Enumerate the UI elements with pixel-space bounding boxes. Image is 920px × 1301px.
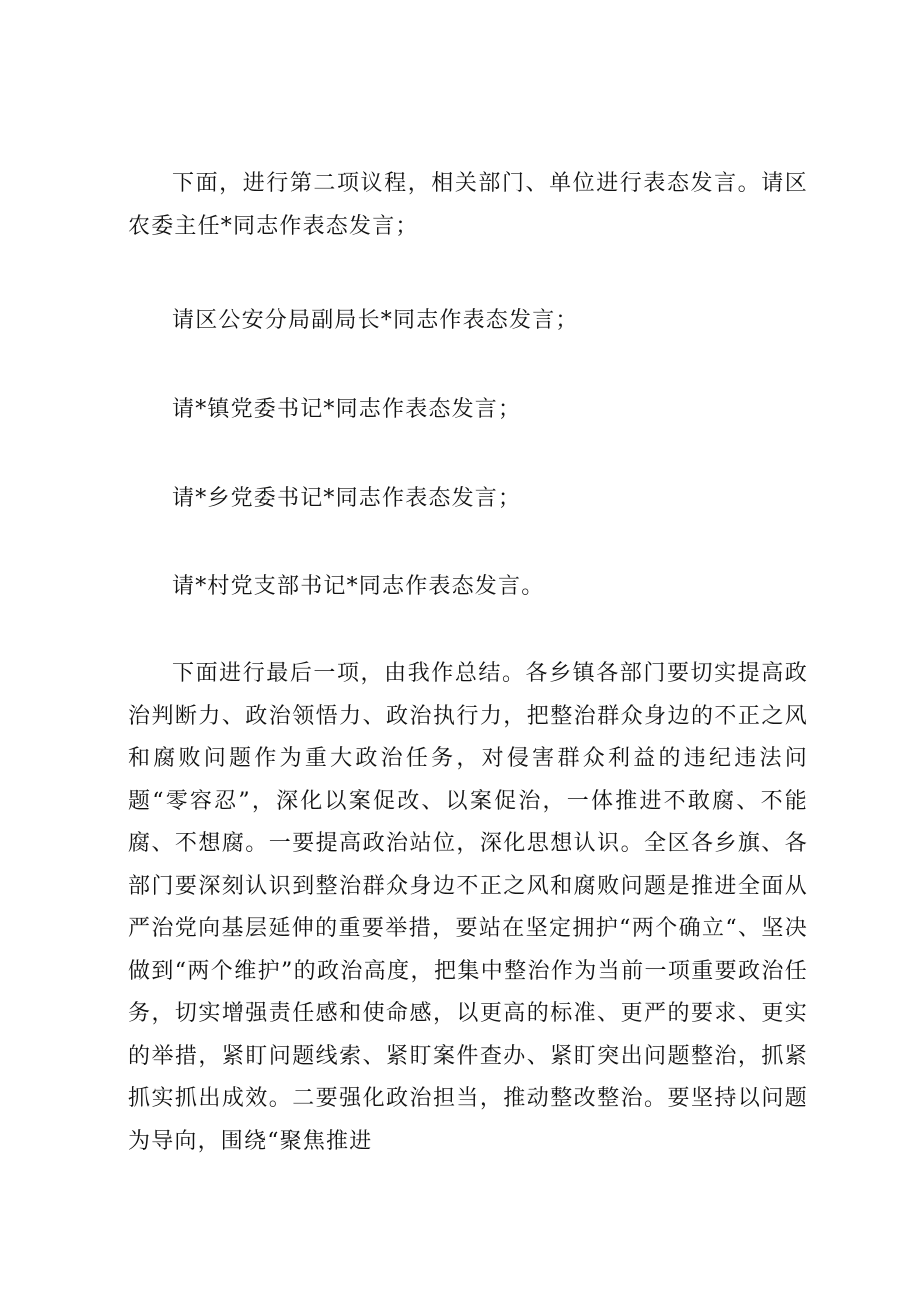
paragraph-summary: 下面进行最后一项，由我作总结。各乡镇各部门要切实提高政治判断力、政治领悟力、政治执行力，把整治群众身边的不正之风和腐败问题作为重大政治任务，对侵害群众利益的违纪违法问题“零容忍”，深化以案促改、以案促治，一体推进不敢腐、不能腐、不想腐。一要提高政治站位，深化思想认识。全区各乡旗、各部门要深刻认识到整治群众身边不正之风和腐败问题是推进全面从严治党向基层延伸的重要举措，要站在坚定拥护“两个确立“、坚决做到“两个维护”的政治高度，把集中整治作为当前一项重要政治任务，切实增强责任感和使命感，以更高的标准、更严的要求、更实的举措，紧盯问题线索、紧盯案件查办、紧盯突出问题整治，抓紧抓实抓出成效。二要强化政治担当，推动整改整治。要坚持以问题为导向，围绕“聚焦推进	[128, 661, 808, 1154]
paragraph-public-security-speech: 请区公安分局副局长*同志作表态发言；	[172, 308, 579, 333]
paragraph-agenda-item-two: 下面，进行第二项议程，相关部门、单位进行表态发言。请区农委主任*同志作表态发言；	[128, 171, 808, 239]
paragraph-township-party-speech: 请*乡党委书记*同志作表态发言；	[172, 486, 522, 511]
paragraph-town-party-speech: 请*镇党委书记*同志作表态发言；	[172, 397, 522, 422]
paragraph-village-party-speech: 请*村党支部书记*同志作表态发言。	[172, 574, 545, 599]
